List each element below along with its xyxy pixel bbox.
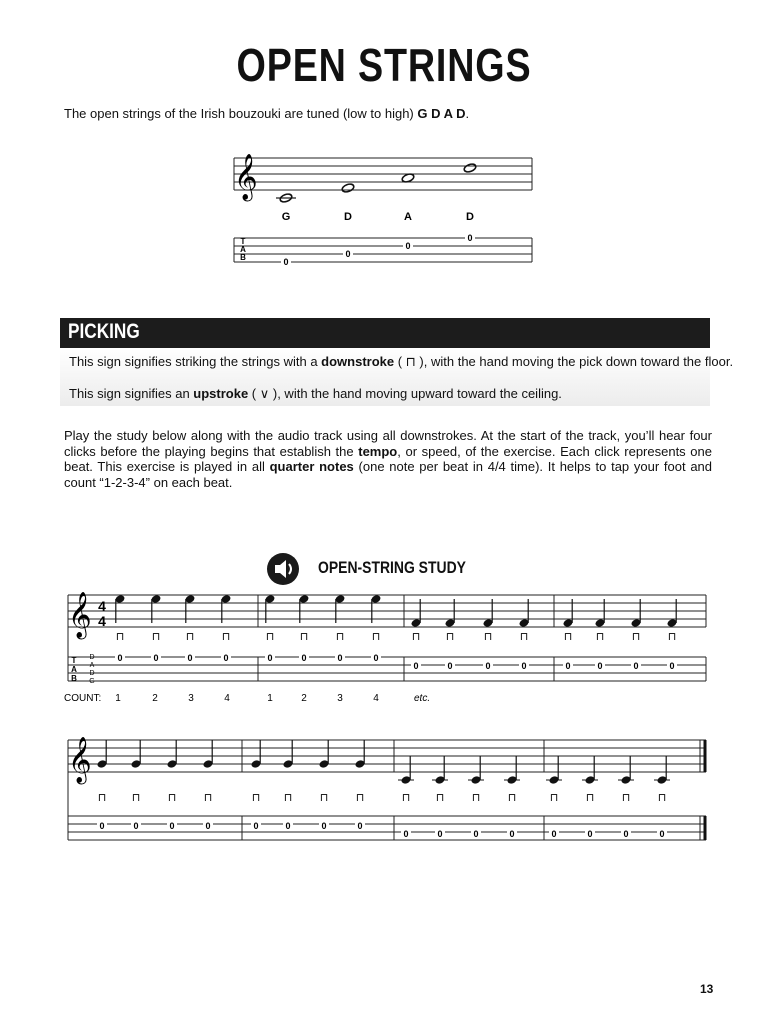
treble-clef-icon: 𝄞 [68,738,92,782]
downstroke-icon: ⊓ [401,792,411,804]
note-name: G [281,211,291,223]
speaker-icon[interactable] [266,552,300,586]
whole-notes [279,163,477,204]
downstroke-icon: ⊓ [355,792,365,804]
tab-number: 0 [633,661,639,671]
tab-number: 0 [473,829,479,839]
tab-label: T [240,237,246,246]
tab-string-name: D [89,670,95,677]
tab-number: 0 [669,661,675,671]
downstroke-icon: ⊓ [507,792,517,804]
tab-number: 0 [99,821,105,831]
tab-number: 0 [467,233,473,243]
open-strings-notation [230,150,540,270]
downstroke-icon: ⊓ [115,631,125,643]
downstroke-icon: ⊓ [483,631,493,643]
tab-number: 0 [253,821,259,831]
treble-clef-icon: 𝄞 [68,593,92,637]
downstroke-icon: ⊓ [335,631,345,643]
study-instructions: Play the study below along with the audio track using all downstrokes. At the start of the track, you’ll hear four clicks before the playing begins that establish the tempo, or speed, of the exercise. Each click represents one beat. This exercise is played in all quarter notes (one note per beat in 4/4 time). It helps to tap your foot and count “1-2-3-4” on each beat. [64,428,713,490]
count: 4 [373,693,379,704]
tab-string-name: G [89,678,95,685]
tab-number: 0 [357,821,363,831]
count: 3 [337,693,343,704]
study-title: OPEN-STRING STUDY [318,558,466,577]
downstroke-icon: ⊓ [185,631,195,643]
tab-number: 0 [521,661,527,671]
tab-number: 0 [405,241,411,251]
tab-number: 0 [447,661,453,671]
page-number: 13 [700,982,714,996]
downstroke-icon: ⊓ [203,792,213,804]
downstroke-icon: ⊓ [585,792,595,804]
downstroke-icon: ⊓ [411,631,421,643]
downstroke-line: This sign signifies striking the strings with a downstroke ( ⊓ ), with the hand moving the pick down toward the floor. [69,354,734,369]
downstroke-icon: ⊓ [667,631,677,643]
tab-number: 0 [301,653,307,663]
downstroke-icon: ⊓ [251,792,261,804]
tab-number: 0 [659,829,665,839]
time-signature-top: 4 [98,598,106,614]
svg-text:A: A [71,665,77,674]
tab-number: 0 [267,653,273,663]
tab-number: 0 [597,661,603,671]
downstroke-icon: ⊓ [371,631,381,643]
tab-number: 0 [403,829,409,839]
count: 1 [115,693,121,704]
tab-label: B [240,253,246,262]
tab-number: 0 [133,821,139,831]
tab-string-name: A [89,662,95,669]
study-system-2 [60,730,710,850]
svg-text:B: B [71,674,77,683]
downstroke-icon: ⊓ [97,792,107,804]
downstroke-icon: ⊓ [657,792,667,804]
tab-number: 0 [345,249,351,259]
tab-number: 0 [587,829,593,839]
tab-label: A [240,245,246,254]
count: 1 [267,693,273,704]
upstroke-symbol: ( ∨ ) [248,386,278,401]
downstroke-icon: ⊓ [595,631,605,643]
downstroke-icon: ⊓ [167,792,177,804]
tab-number: 0 [623,829,629,839]
count: 2 [301,693,307,704]
downstroke-symbol: ( ⊓ ) [394,354,424,369]
downstroke-icon: ⊓ [265,631,275,643]
downstroke-icon: ⊓ [445,631,455,643]
count: 3 [188,693,194,704]
tab-number: 0 [413,661,419,671]
treble-clef-icon: 𝄞 [234,155,258,199]
note-name: D [466,211,474,223]
downstroke-icon: ⊓ [631,631,641,643]
tab-number: 0 [153,653,159,663]
note-name: D [344,211,352,223]
downstroke-icon: ⊓ [435,792,445,804]
downstroke-icon: ⊓ [519,631,529,643]
downstroke-icon: ⊓ [549,792,559,804]
etc-label: etc. [414,693,431,704]
downstroke-icon: ⊓ [151,631,161,643]
downstroke-icon: ⊓ [319,792,329,804]
tab-number: 0 [223,653,229,663]
tab-number: 0 [117,653,123,663]
picking-heading: PICKING [68,320,140,343]
tab-number: 0 [187,653,193,663]
tab-string-name: D [89,654,95,661]
page-title: OPEN STRINGS [236,39,532,91]
tab-number: 0 [485,661,491,671]
tab-number: 0 [551,829,557,839]
note-name: A [404,211,412,223]
count-label: COUNT: [64,693,102,704]
downstroke-icon: ⊓ [563,631,573,643]
tab-number: 0 [565,661,571,671]
tab-number: 0 [509,829,515,839]
picking-heading-bar [60,318,710,348]
time-signature-bottom: 4 [98,613,106,629]
tab-number: 0 [283,257,289,267]
tab-number: 0 [437,829,443,839]
tuning: G D A D [417,106,466,121]
intro-text: The open strings of the Irish bouzouki are tuned (low to high) G D A D. [64,106,470,121]
upstroke-line: This sign signifies an upstroke ( ∨ ), with the hand moving upward toward the ceiling. [69,386,562,401]
downstroke-icon: ⊓ [471,792,481,804]
downstroke-icon: ⊓ [621,792,631,804]
downstroke-icon: ⊓ [283,792,293,804]
tab-number: 0 [285,821,291,831]
downstroke-icon: ⊓ [221,631,231,643]
downstroke-icon: ⊓ [131,792,141,804]
tab-number: 0 [373,653,379,663]
downstroke-icon: ⊓ [299,631,309,643]
tab-number: 0 [205,821,211,831]
count: 4 [224,693,230,704]
tab-number: 0 [337,653,343,663]
count: 2 [152,693,158,704]
svg-text:T: T [71,656,77,665]
tab-number: 0 [169,821,175,831]
study-system-1 [60,585,710,710]
tab-number: 0 [321,821,327,831]
